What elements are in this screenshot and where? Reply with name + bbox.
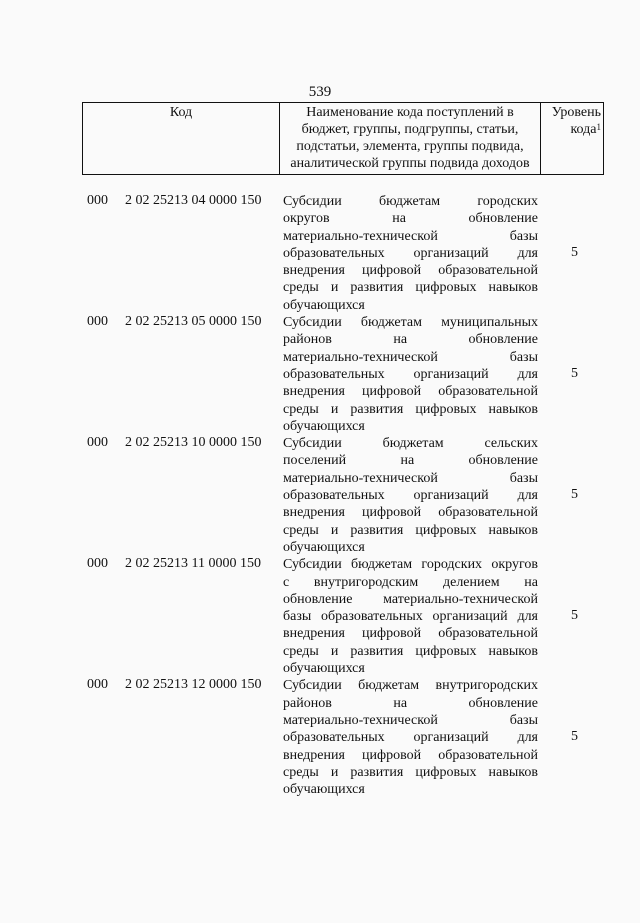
header-name-cell [280,103,541,175]
row-name-line: Субсидии бюджетам сельских [283,436,538,452]
row-name-line: округов на обновление [283,211,538,227]
row-admin-code: 000 [87,193,108,208]
row-name-line: внедрения цифровой образовательной [283,747,538,763]
row-name [283,193,538,314]
table-row [0,435,640,556]
header-name-line: аналитической группы подвида доходов [290,156,530,171]
row-level: 5 [571,365,578,381]
row-name [283,556,538,677]
row-level: 5 [571,244,578,260]
row-name-line: среды и развития цифровых навыков [283,522,538,538]
row-name-line: Субсидии бюджетам городских [283,194,538,209]
row-name [283,677,538,798]
row-name-line: материально-технической базы [283,470,538,486]
row-name-line: образовательных организаций для [283,245,538,261]
row-name-line: обучающихся [283,782,365,798]
header-code-label: Код [169,105,193,120]
row-level: 5 [571,608,578,624]
row-name-line: внедрения цифровой образовательной [283,384,538,400]
header-level-line1: Уровень [551,105,601,120]
row-admin-code: 000 [87,677,108,693]
header-level-footnote: 1 [596,122,601,132]
table-header [82,102,604,175]
row-name-line: внедрения цифровой образовательной [283,505,538,521]
row-name-line: среды и развития цифровых навыков [283,280,538,296]
header-level-line2: кода [570,122,597,137]
row-name-line: материально-технической базы [283,349,538,365]
row-name-line: районов на обновление [283,332,538,348]
row-budget-code: 2 02 25213 04 0000 150 [125,193,262,208]
row-name-line: материально-технической базы [283,712,538,728]
row-name-line: образовательных организаций для [283,488,538,504]
row-name-line: Субсидии бюджетам внутригородских [283,678,538,694]
row-name-line: внедрения цифровой образовательной [283,626,538,642]
row-level: 5 [571,729,578,745]
row-budget-code: 2 02 25213 10 0000 150 [125,435,262,451]
row-name-line: базы образовательных организаций для [283,609,538,625]
row-name-line: внедрения цифровой образовательной [283,263,538,279]
header-level-cell [541,103,604,175]
header-code-cell [83,103,280,175]
row-budget-code: 2 02 25213 05 0000 150 [125,314,262,330]
table-row [0,314,640,435]
row-name-line: обучающихся [283,539,365,555]
row-level: 5 [571,487,578,503]
table-body [0,193,640,798]
row-name-line: обучающихся [283,297,365,313]
header-name-line: Наименование кода поступлений в [306,105,514,120]
row-name-line: обучающихся [283,418,365,434]
row-admin-code: 000 [87,556,108,572]
row-name-line: обновление материально-технической [283,591,538,607]
header-name-line: подстатьи, элемента, группы подвида, [296,139,524,154]
row-admin-code: 000 [87,314,108,330]
row-name-line: образовательных организаций для [283,366,538,382]
row-name-line: Субсидии бюджетам городских округов [283,557,538,573]
row-budget-code: 2 02 25213 11 0000 150 [125,556,261,572]
table-row [0,677,640,798]
row-name-line: поселений на обновление [283,453,538,469]
row-name-line: Субсидии бюджетам муниципальных [283,315,538,331]
row-name-line: материально-технической базы [283,228,538,244]
row-name-line: среды и развития цифровых навыков [283,401,538,417]
row-budget-code: 2 02 25213 12 0000 150 [125,677,262,693]
row-name-line: образовательных организаций для [283,730,538,746]
row-name-line: обучающихся [283,661,365,677]
table-row [0,193,640,314]
row-name-line: среды и развития цифровых навыков [283,764,538,780]
row-name [283,314,538,435]
header-name-line: бюджет, группы, подгруппы, статьи, [301,122,519,137]
row-name-line: с внутригородским делением на [283,574,538,590]
row-name-line: районов на обновление [283,695,538,711]
row-name-line: среды и развития цифровых навыков [283,643,538,659]
table-row [0,556,640,677]
page-number: 539 [308,84,332,100]
row-name [283,435,538,556]
row-admin-code: 000 [87,435,108,451]
